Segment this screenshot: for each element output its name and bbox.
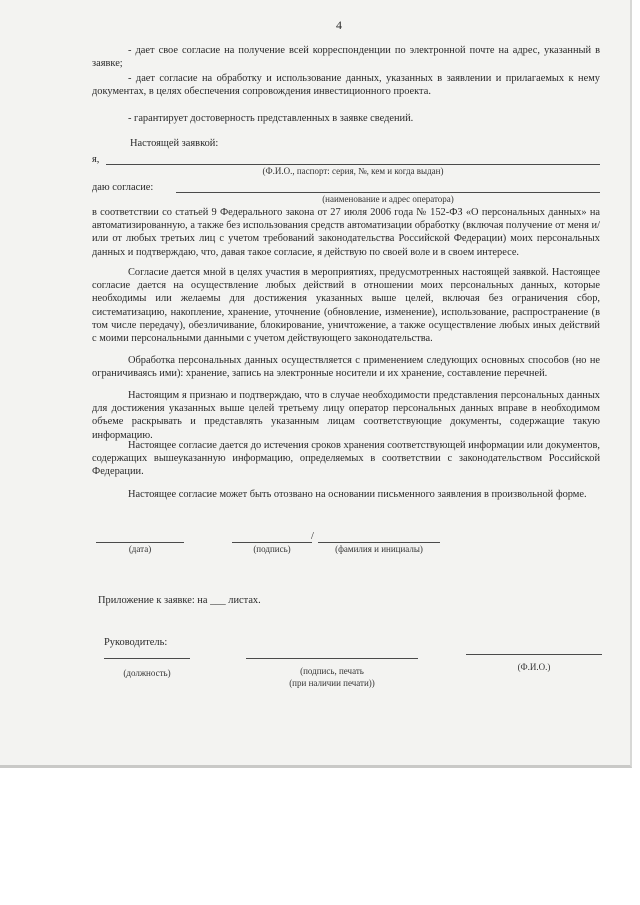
- signature-line[interactable]: [232, 542, 312, 543]
- item-guarantee: - гарантирует достоверность представленных в заявке сведений.: [128, 113, 414, 124]
- position-hint: (должность): [123, 668, 171, 678]
- head-fio-hint: (Ф.И.О.): [517, 662, 551, 672]
- page-number: 4: [336, 18, 342, 32]
- paragraph-purpose: Согласие дается мной в целях участия в мероприятиях, предусмотренных настоящей заявкой. Настоящее согласие дается на осуществление любых действий в отношении моих персональных данных, которые необходимы или желаемы для достижения указанных выше целей, включая без ограничения сбор, систематизацию, накопление, хранение, уточнение (обновление, изменение), использование, распространение (в том числе передачу), обезличивание, блокирование, уничтожение, а также осуществление любых иных действий с моими персональными данными с учетом действующего законодательства.: [92, 267, 600, 345]
- paragraph-law: в соответствии со статьей 9 Федерального закона от 27 июля 2006 года № 152-ФЗ «О персональных данных» на автоматизированную, а также без использования средств автоматизации обработку (включая получение от меня и/или от любых третьих лиц с учетом требований законодательства Российской Федерации) моих персональных данных и подтверждаю, что, давая такое согласие, я действую по своей воле и в своем интересе.: [92, 207, 600, 258]
- head-signature-hint-2: (при наличии печати)): [289, 678, 375, 688]
- head-label: Руководитель:: [104, 637, 168, 648]
- position-line[interactable]: [104, 658, 190, 659]
- fio-passport-line[interactable]: [106, 164, 600, 165]
- paragraph-third-party: Настоящим я признаю и подтверждаю, что в случае необходимости представления персональных данных для достижения указанных выше целей третьему лицу оператор персональных данных вправе в необходимом объеме раскрывать и представлять указанным лицам соответствующие документы, содержащие такую информацию.: [92, 390, 600, 441]
- operator-hint: (наименование и адрес оператора): [322, 194, 454, 204]
- attachment-suffix: листах.: [228, 595, 261, 606]
- attachment-line: [98, 594, 261, 607]
- name-initials-line[interactable]: [318, 542, 440, 543]
- date-line[interactable]: [96, 542, 184, 543]
- signature-hint: (подпись): [253, 544, 291, 554]
- consent-heading: Настоящей заявкой:: [130, 138, 219, 149]
- name-initials-hint: (фамилия и инициалы): [335, 544, 423, 554]
- item-data-consent: - дает согласие на обработку и использование данных, указанных в заявлении и прилагаемых к нему документах, в целях обеспечения сопровождения инвестиционного проекта.: [92, 73, 600, 98]
- fio-passport-hint: (Ф.И.О., паспорт: серия, №, кем и когда выдан): [262, 166, 444, 176]
- signature-separator: /: [311, 531, 314, 542]
- date-hint: (дата): [128, 544, 152, 554]
- paragraph-term: Настоящее согласие дается до истечения сроков хранения соответствующей информации или документов, содержащих вышеуказанную информацию, определяемых в соответствии с законодательством Российской Федерации.: [92, 440, 600, 478]
- attachment-prefix: Приложение к заявке: на: [98, 595, 208, 606]
- item-email-consent: - дает свое согласие на получение всей корреспонденции по электронной почте на адрес, указанный в заявке;: [92, 45, 600, 70]
- i-label: я,: [92, 154, 100, 165]
- head-signature-hint-1: (подпись, печать: [300, 666, 364, 676]
- head-signature-line[interactable]: [246, 658, 418, 659]
- paragraph-revoke: Настоящее согласие может быть отозвано на основании письменного заявления в произвольной форме.: [128, 489, 587, 500]
- operator-line[interactable]: [176, 192, 600, 193]
- give-consent-label: даю согласие:: [92, 182, 154, 193]
- paragraph-processing: Обработка персональных данных осуществляется с применением следующих основных способов (но не ограничиваясь ими): хранение, запись на электронные носители и их хранение, составление перечней.: [92, 355, 600, 380]
- head-fio-line[interactable]: [466, 654, 602, 655]
- attachment-sheet-count[interactable]: ___: [210, 595, 226, 606]
